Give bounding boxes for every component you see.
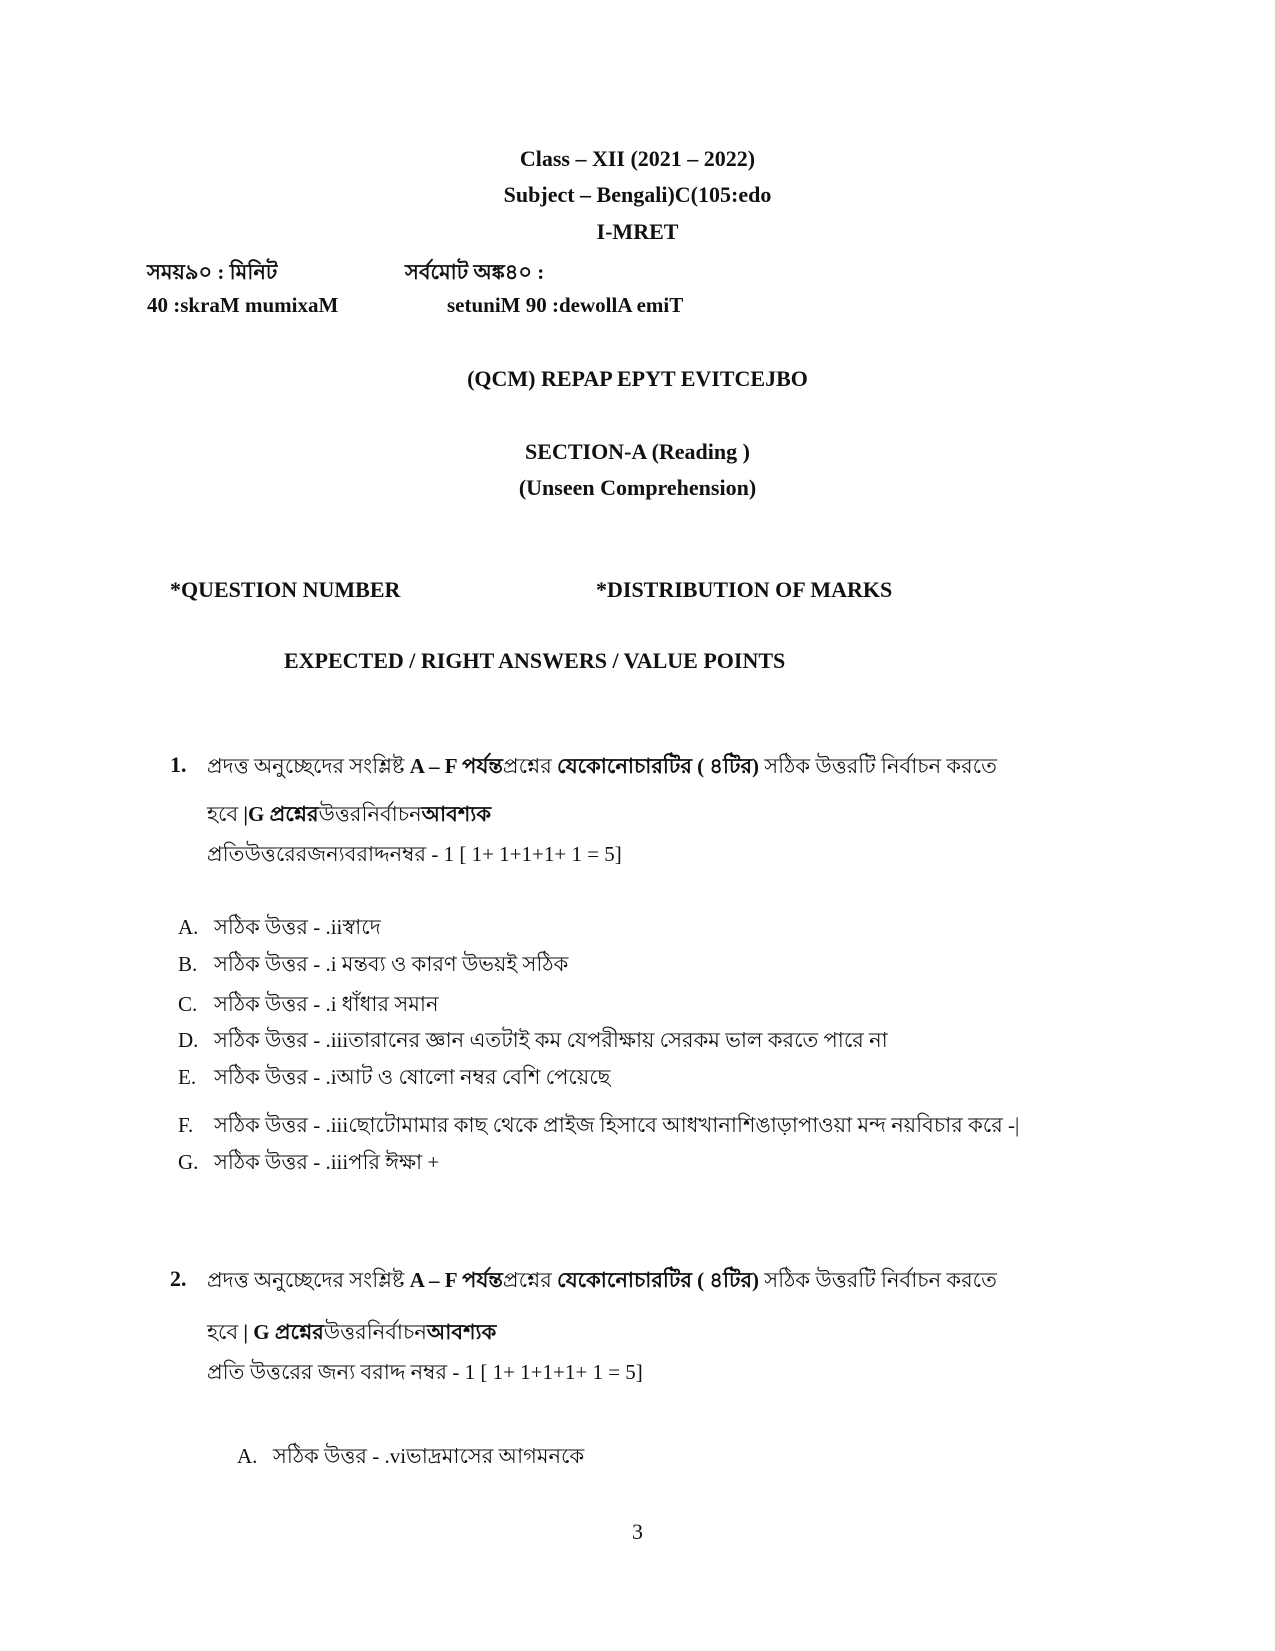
subject-line: Subject – Bengali)C(105:edo [503,182,772,207]
instruction-text: সঠিক উত্তরটি নির্বাচন করতে [759,754,997,778]
time-bengali: সময়৯০ : মিনিট [147,260,278,284]
marks-allocation: প্রতি উত্তরের জন্য বরাদ্দ নম্বর - 1 [ 1+ 1+1+1+ 1 = 5] [207,1360,643,1384]
answer-item [178,1024,888,1059]
answer-letter: A. [237,1444,258,1468]
instruction-count: যেকোনোচারটির ( ৪টির) [557,1268,760,1292]
instruction-text: প্রদত্ত অনুচ্ছেদের সংশ্লিষ্ট [207,1268,410,1292]
instruction-g-question: |G প্রশ্নের [243,802,319,826]
answer-item [178,911,381,946]
question-instruction-line2 [207,1316,496,1351]
term-line: I-MRET [596,219,679,244]
answer-item [178,1109,1019,1144]
time-english: setuniM 90 :dewollA emiT [447,293,684,317]
answer-text: সঠিক উত্তর - .iiiছোটোমামার কাছ থেকে প্রাইজ হিসাবে আধখানাশিঙাড়াপাওয়া মন্দ নয়বিচার করে -| [214,1113,1020,1137]
instruction-text: হবে [207,1320,244,1344]
instruction-text: উত্তরনির্বাচন [323,1320,427,1344]
answer-text: সঠিক উত্তর - .i মন্তব্য ও কারণ উভয়ই সঠিক [214,952,569,976]
answer-letter: A. [178,915,199,939]
question-number-heading: *QUESTION NUMBER [170,577,401,602]
answer-letter: E. [178,1065,197,1089]
section-title: SECTION-A (Reading ) [525,439,750,464]
instruction-text: উত্তরনির্বাচন [318,802,422,826]
answer-item [178,988,438,1023]
class-line: Class – XII (2021 – 2022) [519,146,756,171]
instruction-text: হবে [207,802,244,826]
distribution-heading: *DISTRIBUTION OF MARKS [596,577,893,602]
instruction-mandatory: আবশ্যক [421,802,492,826]
instruction-range: A – F পর্যন্ত [409,754,503,778]
answer-letter: B. [178,952,198,976]
answer-text: সঠিক উত্তর - .iiiপরি ঈক্ষা + [214,1150,440,1174]
section-subtitle: (Unseen Comprehension) [518,475,757,500]
instruction-mandatory: আবশ্যক [426,1320,497,1344]
answer-item [178,948,568,983]
answer-text: সঠিক উত্তর - .iiস্বাদে [214,915,381,939]
instruction-range: A – F পর্যন্ত [409,1268,503,1292]
instruction-g-question: | G প্রশ্নের [243,1320,324,1344]
instruction-count: যেকোনোচারটির ( ৪টির) [557,754,760,778]
marks-bengali: সর্বমোট অঙ্ক৪০ : [405,260,545,284]
answer-letter: C. [178,992,198,1016]
answer-item [178,1146,439,1181]
answer-letter: D. [178,1028,199,1052]
expected-answers-heading: EXPECTED / RIGHT ANSWERS / VALUE POINTS [284,648,786,673]
answer-text: সঠিক উত্তর - .iiiতারানের জ্ঞান এতটাই কম যেপরীক্ষায় সেরকম ভাল করতে পারে না [214,1028,888,1052]
question-number: 2. [170,1266,187,1291]
question-number: 1. [170,752,187,777]
page-number: 3 [632,1519,643,1544]
answer-text: সঠিক উত্তর - .viভাদ্রমাসের আগমনকে [273,1444,585,1468]
answer-letter: F. [178,1113,194,1137]
answer-text: সঠিক উত্তর - .i ধাঁধার সমান [214,992,439,1016]
answer-text: সঠিক উত্তর - .iআট ও ষোলো নম্বর বেশি পেয়েছে [214,1065,611,1089]
paper-type: (QCM) REPAP EPYT EVITCEJBO [467,366,808,391]
answer-letter: G. [178,1150,199,1174]
question-instruction-line2 [207,798,491,833]
answer-item [178,1061,610,1096]
instruction-text: প্রদত্ত অনুচ্ছেদের সংশ্লিষ্ট [207,754,410,778]
answer-item [237,1440,584,1475]
marks-allocation: প্রতিউত্তরেরজন্যবরাদ্দনম্বর - 1 [ 1+ 1+1+1+ 1 = 5] [207,842,622,866]
marks-english: 40 :skraM mumixaM [147,293,339,317]
instruction-text: সঠিক উত্তরটি নির্বাচন করতে [759,1268,997,1292]
question-instruction-line1 [207,1264,997,1299]
instruction-text: প্রশ্নের [502,1268,558,1292]
question-instruction-line1 [207,750,997,785]
instruction-text: প্রশ্নের [502,754,558,778]
